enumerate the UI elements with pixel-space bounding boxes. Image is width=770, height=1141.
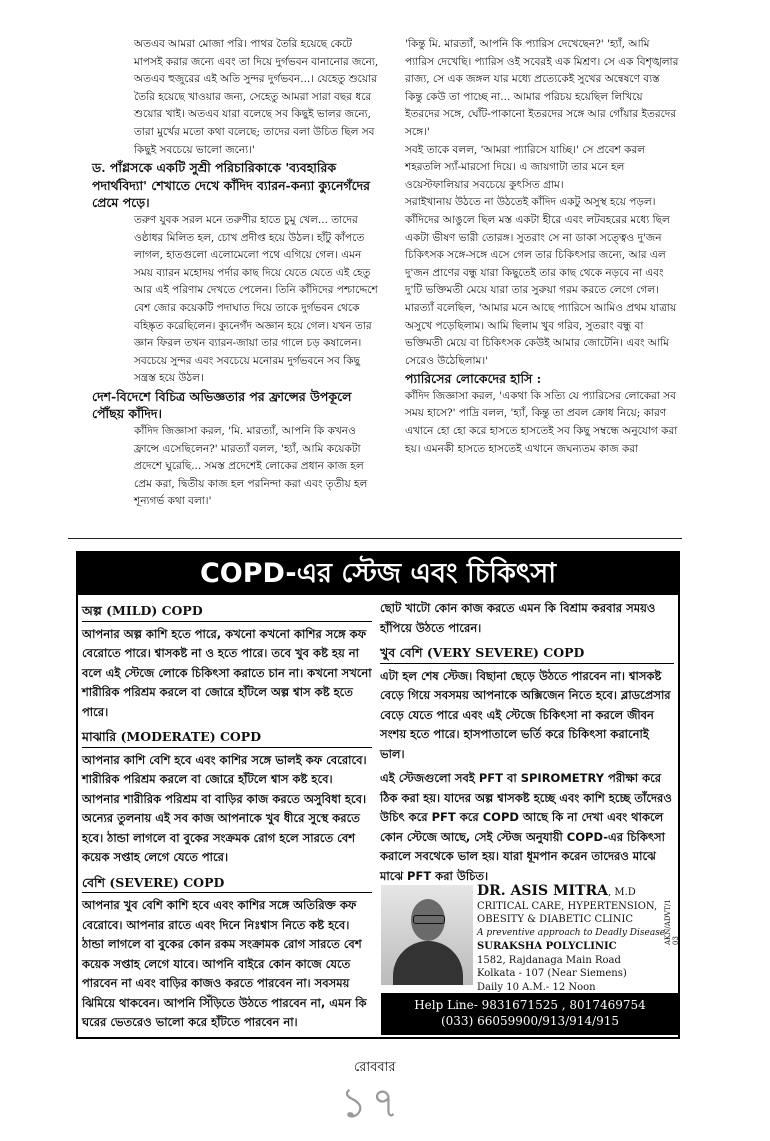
helpline-box [381,993,679,1035]
doctor-degree: , M.D [608,887,636,898]
helpline-numbers: Help Line- 9831671525 , 8017469754 [414,998,646,1012]
mild-text: আপনার অল্প কাশি হতে পারে, কখনো কখনো কাশির সঙ্গে কফ বেরোতে পারে। শ্বাসকষ্ট না ও হতে পারে। তবে খুব কষ্ট হয় না বলে এই স্টেজে লোকে চিকিৎসা করাতে চান না। কখনো সখনো শারীরিক পরিশ্রম করলে বা জোরে হাঁটলে অল্প শ্বাস কষ্ট হতে পারে। [82,626,372,719]
severe-text: আপনার খুব বেশি কাশি হবে এবং কাশির সঙ্গে অতিরিক্ত কফ বেরোবে। আপনার রাতে এবং দিনে নিঃশ্বাস নিতে কষ্ট হবে। ঠান্ডা লাগলে বা বুকের কোন রকম সংক্রামক রোগ সারতে বেশ কয়েক সপ্তাহ লেগে যাবে। আপনি বাইরে কোন কাজে যেতে পারবেন না এবং বাড়ির কাজও করতে পারবেন না। সবসময় ঝিমিয়ে থাকবেন। আপনি সিঁড়িতে উঠতে পারবেন না, এমন কি ঘরের ভেতরেও ভালো করে হাঁটতে পারবেন না। [82,898,367,1029]
clinic-line: 1582, Rajdanaga Main Road [477,954,621,966]
article-subheading: প্যারিসের লোকেদের হাসি : [405,371,542,387]
article-paragraph: তরুণ যুবক সরল মনে তরুণীর হাতে চুমু খেল... তাদের ওষ্ঠাধর মিলিত হল, চোখ প্রদীপ্ত হয়ে উঠল। হাঁটু কাঁপতে লাগল, হাতগুলো এলোমেলো পথে এগিয়ে গেল। এমন সময় ব্যারন মহোদয় পর্দার কাছ দিয়ে যেতে যেতে এই হেতু আর এই পরিণাম দেখতে পেলেন। তিনি কাঁদিদের পশ্চাদ্দেশে বেশ জোর কয়েকটি পদাঘাত দিয়ে তাকে দুর্গভবন থেকে বহিষ্কৃত করেছিলেন। ক্যুনেগঁদ অজ্ঞান হয়ে গেল। যখন তার জ্ঞান ফিরল তখন ব্যারন-জায়া তার গালে চড় কষালেন। সবচেয়ে সুন্দর এবং সবচেয়ে মনোরম দুর্গভবনে সব কিছু সন্ত্রস্ত হয়ে উঠল। [134,213,378,385]
severe-continued-text: ছোট খাটো কোন কাজ করতে এমন কি বিশ্রাম করবার সময়ও হাঁপিয়ে উঠতে পারেন। [380,601,656,635]
ad-code: AKN/ADVT/1 03 [664,899,680,945]
article-subheading: দেশ-বিদেশে বিচিত্র অভিজ্ঞতার পর ফ্রান্সের উপকূলে পৌঁছয় কাঁদিদ। [92,388,352,422]
article-paragraph: সবই তাকে বলল, 'আমরা প্যারিসে যাচ্ছি।' সে প্রবেশ করল শহরতলি স্যাঁ-মারসো দিয়ে। এ জায়গাটা তার মনে হল ওয়েস্টফালিয়ার সবচেয়ে কুৎসিত গ্রাম। [405,143,646,191]
article-paragraph: কাঁদিদ জিজ্ঞাসা করল, 'মি. মারত্যাঁ, আপনি কি কখনও ফ্রান্সে এসেছিলেন?' মারত্যাঁ বলল, 'হ্যাঁ, আমি কয়েকটা প্রদেশে ঘুরেছি... সমস্ত প্রদেশেই লোকের প্রধান কাজ হল প্রেম করা, দ্বিতীয় কাজ হল পরনিন্দা করা এবং তৃতীয় হল শূন্যগর্ভ কথা বলা।' [134,425,368,508]
doctor-details [477,885,677,994]
doctor-info [381,883,677,993]
section-divider [68,538,682,539]
article-paragraph: সরাইখানায় উঠতে না উঠতেই কাঁদিদ একটু অসুস্থ হয়ে পড়ল। কাঁদিদের আঙুলে ছিল মস্ত একটা হীরে এবং লটবহরের মধ্যে ছিল একটা ভীষণ ভারী তোরঙ্গ। সুতরাং সে না ডাকা সত্ত্বেও দু'জন চিকিৎসক সঙ্গে-সঙ্গে এসে গেল তার চিকিৎসার জন্যে, আর এল দু'জন প্রাণের বন্ধু যারা কিছুতেই তার কাছ থেকে নড়বে না এবং দু'টি ভক্তিমতী মেয়ে যারা তার সুরুয়া গরম করতে লেগে গেল। [405,196,670,297]
magazine-name: রোববার [354,1060,396,1075]
copd-advertisement [76,551,680,1039]
ad-right-column [380,599,674,891]
article-subheading: ড. পাঁগ্লসকে একটি সুশ্রী পরিচারিকাকে 'ব্যবহারিক পদার্থবিদ্যা' শেখাতে দেখে কাঁদিদ ব্যারন-কন্যা ক্যুনেগঁদের প্রেমে পড়ে। [92,160,371,211]
very-severe-text: এটা হল শেষ স্টেজ। বিছানা ছেড়ে উঠতে পারবেন না। শ্বাসকষ্ট বেড়ে গিয়ে সবসময় আপনাকে অক্সিজেন নিতে হবে। ব্লাডপ্রেসার বেড়ে যেতে পারে এবং এই স্টেজে চিকিৎসা না করলে জীবন সংশয় হতে পারে। হাসপাতালে ভর্তি করে চিকিৎসা করানোই ভাল। [380,668,671,761]
clinic-line: A preventive approach to Deadly Disease [477,927,666,938]
page-number: ১৭ [340,1078,403,1127]
doctor-photo [381,885,473,985]
article-paragraph: 'কিন্তু মি. মারত্যাঁ, আপনি কি প্যারিস দেখেছেন?' 'হ্যাঁ, আমি প্যারিস দেখেছি। প্যারিস ওই সবেরই এক মিশ্রণ। সে এক বিশৃঙ্খলার রাজ্য, সে এক জঙ্গল যার মধ্যে প্রত্যেকেই সুখের অন্বেষণে ব্যস্ত কিন্তু কেউ তা পাচ্ছে না... আমার পরিচয় হয়েছিল লিখিয়ে ইতরদের সঙ্গে, ঘোঁট-পাকানো ইতরদের সঙ্গে আর গোঁয়ার ইতরদের সঙ্গে।' [405,38,679,138]
mild-heading: অল্প (MILD) COPD [82,601,372,622]
article-paragraph: মারত্যাঁ বলেছিল, 'আমার মনে আছে প্যারিসে আমিও প্রথম যাত্রায় অসুখে পড়েছিলাম। আমি ছিলাম খুব গরিব, সুতরাং বন্ধু বা ভক্তিমতী মেয়ে বা চিকিৎসক কেউই আমার জোটেনি। এবং আমি সেরেও উঠেছিলাম।' [405,301,677,367]
clinic-line: Daily 10 A.M.- 12 Noon [477,981,596,993]
severe-heading: বেশি (SEVERE) COPD [82,873,372,894]
article-paragraph: কাঁদিদ জিজ্ঞাসা করল, 'একথা কি সত্যি যে প্যারিসের লোকেরা সব সময় হাসে?' পাদ্রি বলল, 'হ্যাঁ, কিন্তু তা প্রবল ক্রোধ নিয়ে; কারণ এখানে হো হো করে হাসতে হাসতেই সব কিছু সম্বন্ধে অনুযোগ করা হয়। এমনকী হাসতে হাসতেই এখানে জঘন্যতম কাজ করা [405,389,678,455]
helpline-landline: (033) 66059900/913/914/915 [440,1014,619,1028]
clinic-line: SURAKSHA POLYCLINIC [477,941,617,952]
moderate-heading: মাঝারি (MODERATE) COPD [82,727,372,748]
article-left-column [92,36,380,511]
article-paragraph: অতএব আমরা মোজা পরি। পাথর তৈরি হয়েছে কেটে মাপসই করার জন্যে এবং তা দিয়ে দুর্গভবন বানানোর জন্যে, অতএব হুজুরের এই অতি সুন্দর দুর্গভবন...। যেহেতু শুয়োর তৈরি হয়েছে খাওয়ার জন্য, সেহেতু আমরা সারা বছর ধরে শুয়োর খাই। অতএব যারা বলেছে সব কিছুই ভালর জন্যে, তারা মুর্খের মতো কথা বলেছে; তাদের বলা উচিত ছিল সব কিছুই সবচেয়ে ভালো জন্যে।' [134,38,379,156]
ad-title: COPD-এর স্টেজ এবং চিকিৎসা [78,553,678,595]
pft-text: এই স্টেজগুলো সবই PFT বা SPIROMETRY পরীক্ষা করে ঠিক করা হয়। যাদের অল্প শ্বাসকষ্ট হচ্ছে এবং কাশি হচ্ছে তাঁদেরও উচিৎ করে PFT করে COPD আছে কি না দেখা এবং থাকলে কোন স্টেজে আছে, সেই স্টেজ অনুযায়ী COPD-এর চিকিৎসা করালে সবথেকে ভাল হয়। যারা ধূমপান করেন তাদেরও মাঝে মাঝে PFT করা উচিত। [380,771,672,883]
very-severe-heading: খুব বেশি (VERY SEVERE) COPD [380,643,674,664]
ad-left-column [82,599,372,1038]
doctor-name: DR. ASIS MITRA [477,883,608,899]
clinic-line: Kolkata - 107 (Near Siemens) [477,968,627,979]
moderate-text: আপনার কাশি বেশি হবে এবং কাশির সঙ্গে ভালই কফ বেরোবে। শারীরিক পরিশ্রম করলে বা জোরে হাঁটলে শ্বাস কষ্ট হবে। আপনার শারীরিক পরিশ্রম বা বাড়ির কাজ করতে অসুবিধা হবে। অন্যের তুলনায় এই সব কাজ আপনাকে খুব ধীরে সুস্থে করতে হবে। ঠান্ডা লাগলে বা বুকের সংক্রমক রোগ হলে সারতে বেশ কয়েক সপ্তাহ লেগে যেতে পারে। [82,752,367,864]
clinic-line: OBESITY & DIABETIC CLINIC [477,914,634,925]
article-right-column [405,36,680,458]
clinic-line: CRITICAL CARE, HYPERTENSION, [477,900,658,912]
